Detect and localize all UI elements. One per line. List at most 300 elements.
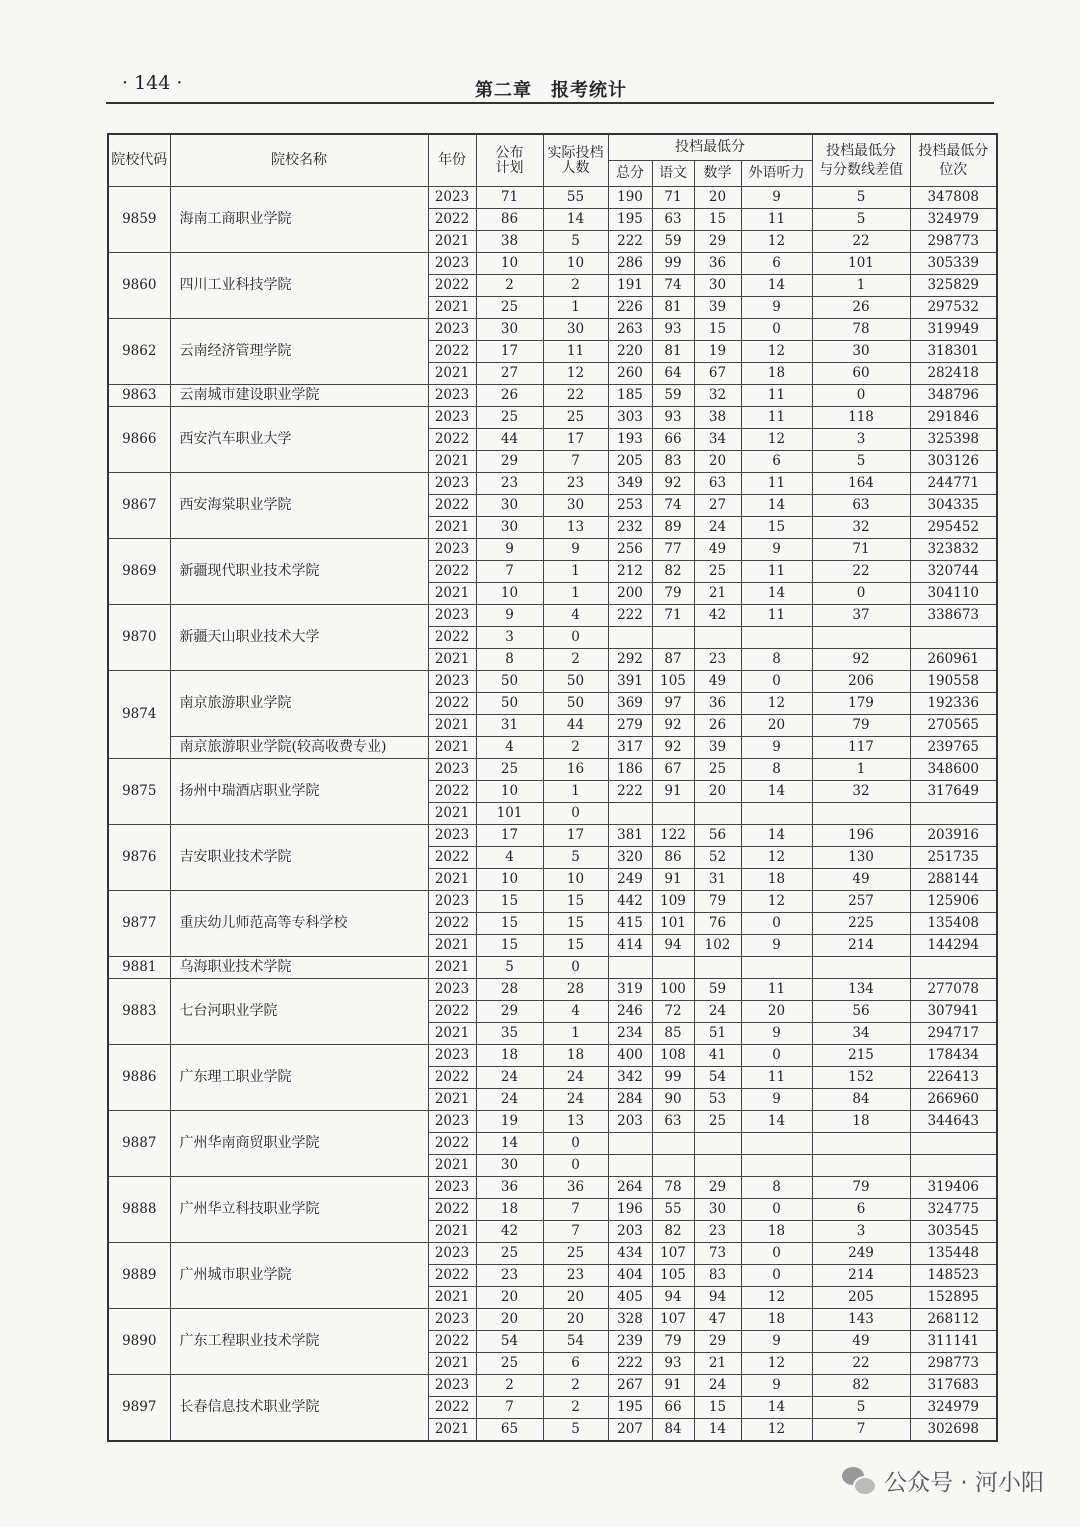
table-row — [108, 539, 997, 561]
cell-diff: 164 — [812, 473, 910, 495]
cell-diff: 7 — [812, 1419, 910, 1442]
cell-chinese: 86 — [652, 847, 694, 869]
cell-listening: 12 — [741, 429, 812, 451]
cell-rank: 305339 — [910, 253, 997, 275]
cell-math: 83 — [694, 1265, 741, 1287]
table-row — [108, 473, 997, 495]
school-name: 新疆天山职业技术大学 — [170, 605, 428, 671]
cell-actual: 2 — [543, 275, 608, 297]
page-number: · 144 · — [122, 72, 183, 94]
header-name: 院校名称 — [170, 134, 428, 187]
cell-year: 2021 — [428, 451, 476, 473]
cell-actual: 17 — [543, 825, 608, 847]
cell-chinese: 55 — [652, 1199, 694, 1221]
cell-rank: 178434 — [910, 1045, 997, 1067]
cell-diff: 79 — [812, 715, 910, 737]
cell-listening: 12 — [741, 1287, 812, 1309]
cell-year: 2021 — [428, 1353, 476, 1375]
cell-math: 54 — [694, 1067, 741, 1089]
cell-rank — [910, 1155, 997, 1177]
cell-year: 2023 — [428, 473, 476, 495]
cell-plan: 36 — [476, 1177, 543, 1199]
cell-math: 26 — [694, 715, 741, 737]
cell-chinese: 63 — [652, 1111, 694, 1133]
cell-listening: 9 — [741, 297, 812, 319]
cell-math: 63 — [694, 473, 741, 495]
cell-plan: 44 — [476, 429, 543, 451]
cell-actual: 25 — [543, 407, 608, 429]
cell-year: 2023 — [428, 605, 476, 627]
cell-actual: 16 — [543, 759, 608, 781]
cell-rank: 317649 — [910, 781, 997, 803]
cell-rank: 325398 — [910, 429, 997, 451]
cell-math: 39 — [694, 297, 741, 319]
cell-math: 27 — [694, 495, 741, 517]
cell-year: 2022 — [428, 1397, 476, 1419]
cell-year: 2022 — [428, 913, 476, 935]
cell-year: 2023 — [428, 1375, 476, 1397]
cell-diff: 32 — [812, 781, 910, 803]
cell-total: 195 — [608, 1397, 652, 1419]
cell-year: 2023 — [428, 1243, 476, 1265]
school-name: 广东理工职业学院 — [170, 1045, 428, 1111]
table-row — [108, 737, 997, 759]
cell-year: 2023 — [428, 539, 476, 561]
cell-plan: 15 — [476, 913, 543, 935]
cell-total: 246 — [608, 1001, 652, 1023]
cell-diff: 5 — [812, 187, 910, 209]
cell-total: 191 — [608, 275, 652, 297]
cell-math: 67 — [694, 363, 741, 385]
cell-listening: 9 — [741, 935, 812, 957]
cell-chinese: 79 — [652, 1331, 694, 1353]
cell-diff: 214 — [812, 935, 910, 957]
cell-actual: 2 — [543, 737, 608, 759]
cell-plan: 10 — [476, 781, 543, 803]
cell-listening: 14 — [741, 1397, 812, 1419]
cell-year: 2021 — [428, 869, 476, 891]
school-code: 9870 — [108, 605, 170, 671]
cell-total: 328 — [608, 1309, 652, 1331]
cell-chinese: 91 — [652, 1375, 694, 1397]
cell-math: 51 — [694, 1023, 741, 1045]
cell-chinese: 67 — [652, 759, 694, 781]
cell-plan: 25 — [476, 1353, 543, 1375]
cell-year: 2023 — [428, 825, 476, 847]
cell-actual: 54 — [543, 1331, 608, 1353]
cell-chinese: 93 — [652, 407, 694, 429]
cell-plan: 25 — [476, 297, 543, 319]
cell-diff: 0 — [812, 385, 910, 407]
cell-total: 342 — [608, 1067, 652, 1089]
table-row — [108, 1045, 997, 1067]
cell-total: 190 — [608, 187, 652, 209]
cell-listening: 9 — [741, 737, 812, 759]
cell-total: 292 — [608, 649, 652, 671]
cell-chinese: 99 — [652, 1067, 694, 1089]
cell-actual: 55 — [543, 187, 608, 209]
cell-listening — [741, 803, 812, 825]
cell-chinese: 93 — [652, 319, 694, 341]
cell-plan: 14 — [476, 1133, 543, 1155]
cell-math: 15 — [694, 209, 741, 231]
school-name: 西安汽车职业大学 — [170, 407, 428, 473]
cell-diff: 37 — [812, 605, 910, 627]
cell-plan: 50 — [476, 693, 543, 715]
cell-total: 415 — [608, 913, 652, 935]
cell-actual: 18 — [543, 1045, 608, 1067]
cell-rank — [910, 957, 997, 979]
cell-math: 15 — [694, 1397, 741, 1419]
cell-year: 2022 — [428, 693, 476, 715]
cell-listening: 14 — [741, 583, 812, 605]
cell-listening — [741, 957, 812, 979]
cell-actual: 5 — [543, 231, 608, 253]
cell-chinese — [652, 1133, 694, 1155]
cell-chinese: 71 — [652, 605, 694, 627]
cell-actual: 23 — [543, 1265, 608, 1287]
table-row — [108, 385, 997, 407]
cell-rank: 295452 — [910, 517, 997, 539]
school-code: 9897 — [108, 1375, 170, 1442]
table-body — [108, 187, 997, 1442]
cell-rank — [910, 803, 997, 825]
cell-rank: 152895 — [910, 1287, 997, 1309]
table-row — [108, 671, 997, 693]
cell-total: 203 — [608, 1111, 652, 1133]
cell-chinese: 63 — [652, 209, 694, 231]
school-name: 云南城市建设职业学院 — [170, 385, 428, 407]
table-row — [108, 187, 997, 209]
cell-math: 20 — [694, 781, 741, 803]
cell-rank: 244771 — [910, 473, 997, 495]
school-code: 9860 — [108, 253, 170, 319]
cell-chinese: 82 — [652, 1221, 694, 1243]
cell-actual: 28 — [543, 979, 608, 1001]
cell-diff: 1 — [812, 275, 910, 297]
cell-diff — [812, 1155, 910, 1177]
cell-year: 2022 — [428, 1133, 476, 1155]
cell-plan: 10 — [476, 583, 543, 605]
cell-actual: 25 — [543, 1243, 608, 1265]
cell-actual: 13 — [543, 1111, 608, 1133]
cell-listening: 11 — [741, 209, 812, 231]
cell-total: 264 — [608, 1177, 652, 1199]
cell-actual: 30 — [543, 319, 608, 341]
cell-total: 193 — [608, 429, 652, 451]
cell-diff: 22 — [812, 561, 910, 583]
school-code: 9881 — [108, 957, 170, 979]
cell-actual: 30 — [543, 495, 608, 517]
cell-chinese: 122 — [652, 825, 694, 847]
cell-listening: 11 — [741, 605, 812, 627]
header-code: 院校代码 — [108, 134, 170, 187]
cell-actual: 20 — [543, 1287, 608, 1309]
cell-rank: 302698 — [910, 1419, 997, 1442]
cell-total — [608, 627, 652, 649]
cell-plan: 9 — [476, 605, 543, 627]
cell-listening: 0 — [741, 1045, 812, 1067]
cell-diff: 134 — [812, 979, 910, 1001]
school-code: 9875 — [108, 759, 170, 825]
cell-math: 47 — [694, 1309, 741, 1331]
cell-plan: 24 — [476, 1067, 543, 1089]
cell-listening: 20 — [741, 1001, 812, 1023]
cell-total: 203 — [608, 1221, 652, 1243]
footer-text: 公众号 · 河小阳 — [884, 1470, 1044, 1496]
cell-year: 2022 — [428, 561, 476, 583]
cell-math: 29 — [694, 1177, 741, 1199]
cell-year: 2022 — [428, 627, 476, 649]
table-row — [108, 979, 997, 1001]
cell-total: 369 — [608, 693, 652, 715]
cell-diff: 49 — [812, 869, 910, 891]
cell-math: 19 — [694, 341, 741, 363]
cell-plan: 3 — [476, 627, 543, 649]
table-row — [108, 759, 997, 781]
cell-listening: 11 — [741, 561, 812, 583]
cell-diff: 196 — [812, 825, 910, 847]
cell-plan: 19 — [476, 1111, 543, 1133]
cell-diff: 117 — [812, 737, 910, 759]
cell-math: 14 — [694, 1419, 741, 1442]
cell-total: 263 — [608, 319, 652, 341]
cell-year: 2021 — [428, 957, 476, 979]
cell-actual: 4 — [543, 605, 608, 627]
cell-actual: 1 — [543, 297, 608, 319]
school-code: 9877 — [108, 891, 170, 957]
cell-diff: 30 — [812, 341, 910, 363]
cell-actual: 12 — [543, 363, 608, 385]
cell-rank: 288144 — [910, 869, 997, 891]
cell-plan: 24 — [476, 1089, 543, 1111]
cell-year: 2022 — [428, 847, 476, 869]
cell-rank: 277078 — [910, 979, 997, 1001]
cell-math: 102 — [694, 935, 741, 957]
cell-math: 59 — [694, 979, 741, 1001]
cell-actual: 5 — [543, 847, 608, 869]
cell-plan: 2 — [476, 275, 543, 297]
cell-listening: 12 — [741, 1353, 812, 1375]
cell-plan: 101 — [476, 803, 543, 825]
school-code: 9887 — [108, 1111, 170, 1177]
cell-listening: 9 — [741, 187, 812, 209]
cell-plan: 31 — [476, 715, 543, 737]
cell-diff: 1 — [812, 759, 910, 781]
cell-actual: 1 — [543, 1023, 608, 1045]
cell-plan: 5 — [476, 957, 543, 979]
cell-total: 234 — [608, 1023, 652, 1045]
cell-diff: 34 — [812, 1023, 910, 1045]
cell-actual: 1 — [543, 781, 608, 803]
cell-listening: 14 — [741, 1111, 812, 1133]
cell-chinese: 71 — [652, 187, 694, 209]
cell-total: 267 — [608, 1375, 652, 1397]
cell-plan: 50 — [476, 671, 543, 693]
header-math: 数学 — [694, 161, 741, 187]
cell-actual: 0 — [543, 957, 608, 979]
cell-plan: 23 — [476, 1265, 543, 1287]
cell-rank: 324775 — [910, 1199, 997, 1221]
cell-diff: 205 — [812, 1287, 910, 1309]
cell-year: 2022 — [428, 1331, 476, 1353]
cell-plan: 27 — [476, 363, 543, 385]
cell-year: 2023 — [428, 759, 476, 781]
cell-listening: 11 — [741, 979, 812, 1001]
cell-year: 2021 — [428, 297, 476, 319]
cell-math: 49 — [694, 671, 741, 693]
school-name: 南京旅游职业学院(较高收费专业) — [170, 737, 428, 759]
cell-plan: 30 — [476, 517, 543, 539]
cell-rank — [910, 1133, 997, 1155]
table-row — [108, 1177, 997, 1199]
cell-listening: 8 — [741, 649, 812, 671]
cell-plan: 26 — [476, 385, 543, 407]
cell-diff: 152 — [812, 1067, 910, 1089]
cell-actual: 36 — [543, 1177, 608, 1199]
cell-diff: 5 — [812, 209, 910, 231]
cell-total: 319 — [608, 979, 652, 1001]
cell-year: 2021 — [428, 737, 476, 759]
cell-math: 30 — [694, 1199, 741, 1221]
cell-total: 317 — [608, 737, 652, 759]
header-year: 年份 — [428, 134, 476, 187]
cell-listening — [741, 627, 812, 649]
cell-actual: 0 — [543, 1133, 608, 1155]
cell-math: 49 — [694, 539, 741, 561]
header-listening: 外语听力 — [741, 161, 812, 187]
cell-total — [608, 957, 652, 979]
cell-math: 36 — [694, 253, 741, 275]
cell-chinese: 92 — [652, 737, 694, 759]
cell-plan: 29 — [476, 451, 543, 473]
cell-plan: 25 — [476, 759, 543, 781]
cell-diff: 49 — [812, 1331, 910, 1353]
cell-chinese: 92 — [652, 473, 694, 495]
cell-actual: 0 — [543, 803, 608, 825]
cell-total: 349 — [608, 473, 652, 495]
cell-chinese: 78 — [652, 1177, 694, 1199]
cell-chinese: 66 — [652, 429, 694, 451]
cell-listening: 15 — [741, 517, 812, 539]
cell-diff: 26 — [812, 297, 910, 319]
cell-year: 2021 — [428, 1155, 476, 1177]
cell-actual: 24 — [543, 1067, 608, 1089]
cell-actual: 15 — [543, 891, 608, 913]
cell-plan: 17 — [476, 341, 543, 363]
cell-rank: 226413 — [910, 1067, 997, 1089]
cell-chinese: 107 — [652, 1243, 694, 1265]
cell-plan: 23 — [476, 473, 543, 495]
cell-plan: 7 — [476, 561, 543, 583]
cell-year: 2021 — [428, 517, 476, 539]
cell-rank: 291846 — [910, 407, 997, 429]
school-code: 9869 — [108, 539, 170, 605]
cell-total: 249 — [608, 869, 652, 891]
cell-total: 200 — [608, 583, 652, 605]
cell-total: 185 — [608, 385, 652, 407]
cell-year: 2021 — [428, 715, 476, 737]
cell-total: 222 — [608, 1353, 652, 1375]
cell-chinese: 82 — [652, 561, 694, 583]
cell-chinese: 81 — [652, 297, 694, 319]
cell-actual: 0 — [543, 627, 608, 649]
cell-diff: 130 — [812, 847, 910, 869]
cell-actual: 7 — [543, 1221, 608, 1243]
cell-diff: 206 — [812, 671, 910, 693]
school-name: 西安海棠职业学院 — [170, 473, 428, 539]
cell-chinese: 94 — [652, 935, 694, 957]
cell-diff: 179 — [812, 693, 910, 715]
cell-chinese: 101 — [652, 913, 694, 935]
cell-math: 20 — [694, 187, 741, 209]
cell-math: 21 — [694, 583, 741, 605]
cell-actual: 6 — [543, 1353, 608, 1375]
cell-diff: 3 — [812, 1221, 910, 1243]
cell-actual: 9 — [543, 539, 608, 561]
cell-listening: 14 — [741, 781, 812, 803]
table-row — [108, 957, 997, 979]
cell-diff — [812, 627, 910, 649]
cell-plan: 28 — [476, 979, 543, 1001]
cell-chinese: 91 — [652, 781, 694, 803]
cell-total: 381 — [608, 825, 652, 847]
cell-diff: 5 — [812, 451, 910, 473]
table-row — [108, 319, 997, 341]
cell-plan: 86 — [476, 209, 543, 231]
cell-listening: 12 — [741, 1419, 812, 1442]
cell-actual: 1 — [543, 583, 608, 605]
cell-total: 284 — [608, 1089, 652, 1111]
cell-year: 2021 — [428, 1287, 476, 1309]
cell-total — [608, 1133, 652, 1155]
cell-math — [694, 1155, 741, 1177]
cell-listening: 14 — [741, 825, 812, 847]
cell-listening: 0 — [741, 1199, 812, 1221]
cell-math: 15 — [694, 319, 741, 341]
school-name: 扬州中瑞酒店职业学院 — [170, 759, 428, 825]
cell-listening: 20 — [741, 715, 812, 737]
cell-total — [608, 803, 652, 825]
cell-diff: 225 — [812, 913, 910, 935]
cell-math: 24 — [694, 1001, 741, 1023]
cell-listening: 6 — [741, 451, 812, 473]
cell-rank: 318301 — [910, 341, 997, 363]
cell-diff: 143 — [812, 1309, 910, 1331]
cell-total: 195 — [608, 209, 652, 231]
cell-plan: 20 — [476, 1287, 543, 1309]
cell-diff: 84 — [812, 1089, 910, 1111]
chapter-title: 第二章 报考统计 — [475, 80, 627, 101]
cell-year: 2022 — [428, 341, 476, 363]
cell-listening: 18 — [741, 1221, 812, 1243]
cell-total: 212 — [608, 561, 652, 583]
cell-listening: 6 — [741, 253, 812, 275]
cell-diff: 56 — [812, 1001, 910, 1023]
cell-total: 414 — [608, 935, 652, 957]
header-total: 总分 — [608, 161, 652, 187]
cell-year: 2023 — [428, 385, 476, 407]
cell-year: 2021 — [428, 1023, 476, 1045]
cell-listening: 11 — [741, 1067, 812, 1089]
cell-listening: 9 — [741, 1023, 812, 1045]
cell-rank: 270565 — [910, 715, 997, 737]
cell-rank: 203916 — [910, 825, 997, 847]
cell-diff: 71 — [812, 539, 910, 561]
cell-listening — [741, 1133, 812, 1155]
cell-listening: 18 — [741, 869, 812, 891]
cell-plan: 8 — [476, 649, 543, 671]
